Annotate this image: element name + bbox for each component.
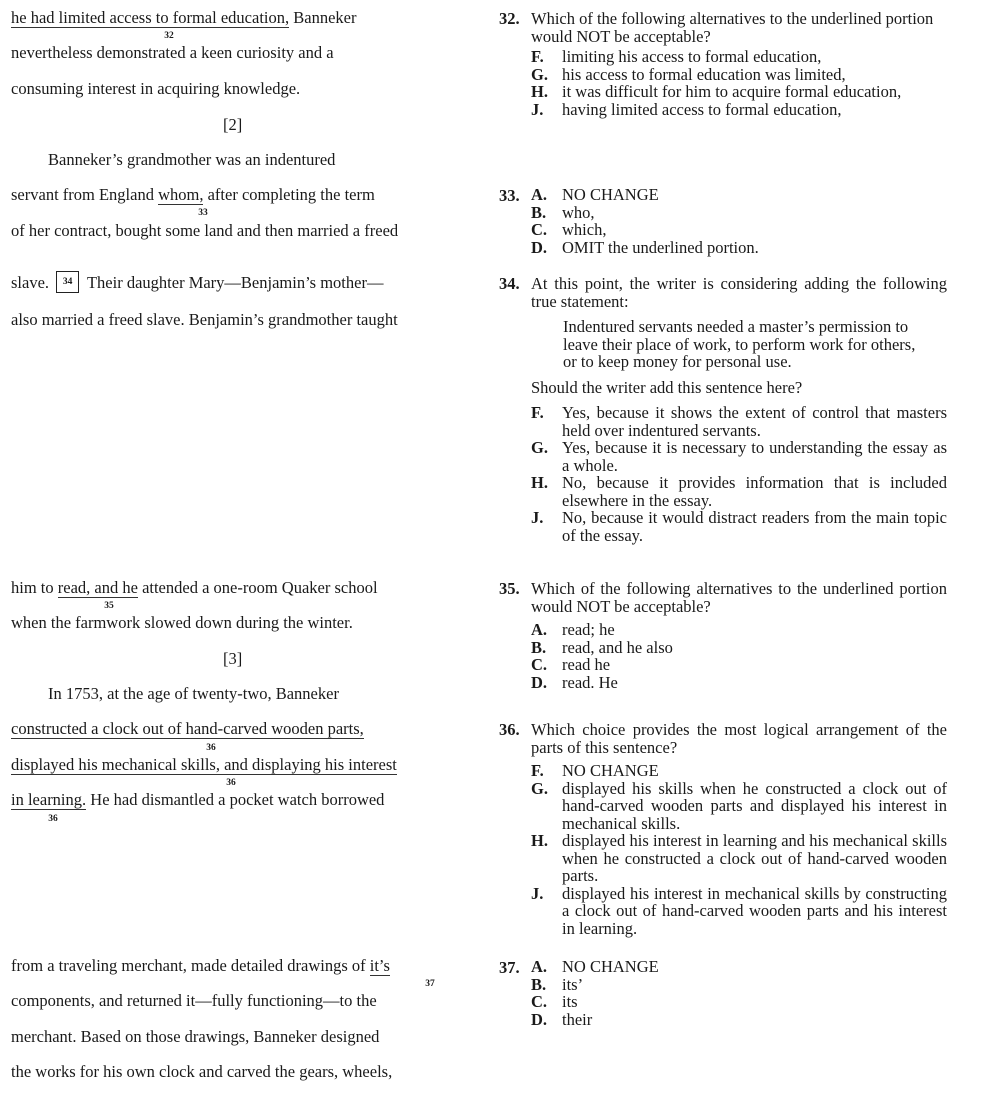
answer-option[interactable]: G. his access to formal education was limited, [531,64,846,84]
question-number: 37. [499,958,520,977]
passage-line: Banneker’s grandmother was an indentured [48,150,336,169]
answer-option[interactable]: H. it was difficult for him to acquire formal education, [531,82,902,101]
underline-number-36: 36 [48,814,58,824]
answer-option[interactable]: A. NO CHANGE [531,957,659,976]
answer-option[interactable]: D. read. He [531,672,618,692]
answer-option[interactable]: G. displayed his skills when he constructed a clock out of hand-carved wooden parts and displayed his interest in mechanical skills. [531,778,947,833]
question-number: 36. [499,720,520,739]
underlined-portion-36[interactable]: constructed a clock out of hand-carved wooden parts, [11,719,364,738]
paragraph-label-2: [2] [223,115,243,134]
answer-option[interactable]: J. having limited access to formal education, [531,99,842,119]
question-number: 34. [499,274,520,293]
question-35 [499,580,947,691]
proposed-sentence: Indentured servants needed a master’s permission to leave their place of work, to perform work for others, or to keep money for personal use. [563,317,916,371]
question-stem: Which of the following alternatives to the underlined portion would NOT be acceptable? [531,579,947,616]
answer-option[interactable]: J. No, because it would distract readers from the main topic of the essay. [531,508,947,545]
question-number: 35. [499,579,520,598]
answer-option[interactable]: B. its’ [531,974,584,994]
paragraph-label-3: [3] [223,649,243,668]
answer-option[interactable]: D. their [531,1009,593,1029]
passage-line: in learning. He had dismantled a pocket watch borrowed [11,790,385,809]
passage-line: him to read, and he attended a one-room Quaker school [11,578,378,597]
answer-option[interactable]: D. OMIT the underlined portion. [531,237,759,257]
underline-number-36: 36 [206,743,216,753]
answer-option[interactable]: B. read, and he also [531,637,673,657]
answer-option[interactable]: A. NO CHANGE [531,185,659,204]
question-stem: Which choice provides the most logical arrangement of the parts of this sentence? [531,720,947,757]
underlined-portion-35[interactable]: read, and he [57,578,138,597]
question-number: 32. [499,9,520,28]
underlined-portion-32[interactable]: he had limited access to formal education, [11,8,290,27]
passage-line: In 1753, at the age of twenty-two, Banneker [48,684,339,703]
underlined-portion-33[interactable]: whom, [158,185,204,204]
passage-line: slave. 34 Their daughter Mary—Benjamin’s mother— [11,273,384,292]
answer-option[interactable]: J. displayed his interest in mechanical skills by constructing a clock out of hand-carved wooden parts and his interest in learning. [531,883,947,938]
question-stem: Which of the following alternatives to the underlined portion would NOT be acceptable? [531,9,934,46]
answer-option[interactable]: C. read he [531,655,611,674]
answer-option[interactable]: H. displayed his interest in learning and his mechanical skills when he constructed a clock out of hand-carved wooden parts. [531,831,947,885]
passage-line [11,719,364,739]
passage-line: he had limited access to formal education, Banneker [11,8,357,27]
underlined-portion-37[interactable]: it’s [369,956,390,975]
answer-option[interactable]: F. limiting his access to formal education, [531,47,822,66]
question-box-34[interactable]: 34 [56,271,79,293]
passage-line: the works for his own clock and carved the gears, wheels, [11,1062,393,1081]
passage-line: also married a freed slave. Benjamin’s grandmother taught [11,310,398,329]
passage-line: servant from England whom, after completing the term [11,185,375,204]
passage-line: when the farmwork slowed down during the winter. [11,613,353,632]
question-37 [499,958,947,1028]
underlined-portion-36[interactable]: in learning. [11,790,87,809]
question-36 [499,721,947,937]
passage-line: of her contract, bought some land and then married a freed [11,221,399,240]
question-34 [499,275,947,544]
question-stem: At this point, the writer is considering adding the following true statement: [531,274,947,311]
underline-number-36: 36 [226,778,236,788]
passage-line: nevertheless demonstrated a keen curiosity and a [11,43,334,62]
passage-line: from a traveling merchant, made detailed drawings of it’s [11,956,390,975]
passage-line: merchant. Based on those drawings, Banneker designed [11,1027,380,1046]
answer-option[interactable]: A. read; he [531,620,615,639]
answer-option[interactable]: C. its [531,992,578,1011]
question-prompt: Should the writer add this sentence here? [531,377,803,397]
underline-number-37: 37 [425,979,435,989]
question-32 [499,10,947,118]
underline-number-35: 35 [104,601,114,611]
passage-line [11,755,397,775]
answer-option[interactable]: B. who, [531,202,595,222]
answer-option[interactable]: G. Yes, because it is necessary to understanding the essay as a whole. [531,438,947,475]
passage-line: components, and returned it—fully functioning—to the [11,991,377,1010]
question-33 [499,186,947,256]
underline-number-32: 32 [164,31,174,41]
answer-option[interactable]: C. which, [531,220,607,239]
question-number: 33. [499,186,520,205]
passage-line: consuming interest in acquiring knowledge. [11,79,301,98]
answer-option[interactable]: F. Yes, because it shows the extent of control that masters held over indentured servants. [531,403,947,440]
answer-option[interactable]: H. No, because it provides information that is included elsewhere in the essay. [531,473,947,510]
underline-number-33: 33 [198,208,208,218]
underlined-portion-36[interactable]: displayed his mechanical skills, and displaying his interest [11,755,397,774]
answer-option[interactable]: F. NO CHANGE [531,761,659,780]
